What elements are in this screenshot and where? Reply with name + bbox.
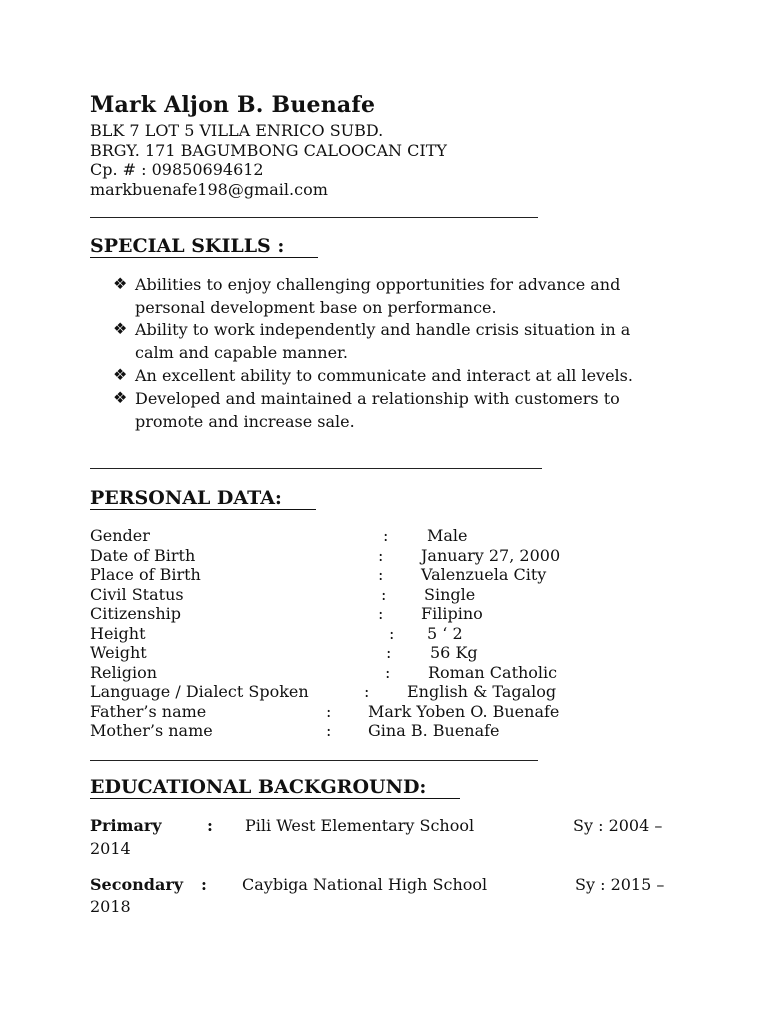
skill-item: Developed and maintained a relationship with customers to promote and increase sale.: [135, 389, 620, 431]
personal-value-father: Mark Yoben O. Buenafe: [368, 702, 560, 721]
personal-value-religion: Roman Catholic: [428, 663, 558, 682]
personal-row-religion: Religion: [90, 663, 158, 682]
skill-item: Abilities to enjoy challenging opportunities for advance and personal development base on performance.: [135, 275, 621, 317]
address-line-1: BLK 7 LOT 5 VILLA ENRICO SUBD.: [90, 121, 384, 140]
personal-row-mother: Mother’s name: [90, 721, 213, 740]
skills-heading: SPECIAL SKILLS :: [90, 235, 318, 258]
divider: [90, 217, 538, 218]
skill-item: An excellent ability to communicate and interact at all levels.: [135, 366, 633, 385]
phone-number: Cp. # : 09850694612: [90, 160, 264, 179]
personal-value-citizenship: Filipino: [421, 604, 483, 623]
edu-school-secondary: Caybiga National High School: [242, 875, 488, 894]
diamond-bullet-icon: ❖: [113, 388, 128, 407]
applicant-name: Mark Aljon B. Buenafe: [90, 92, 376, 118]
personal-row-father: Father’s name: [90, 702, 207, 721]
personal-data-heading: PERSONAL DATA:: [90, 487, 316, 510]
edu-level-secondary: Secondary: [90, 875, 184, 894]
personal-value-civil-status: Single: [424, 585, 476, 604]
personal-row-pob: Place of Birth: [90, 565, 201, 584]
diamond-bullet-icon: ❖: [113, 365, 128, 384]
divider: [90, 468, 542, 469]
personal-value-gender: Male: [427, 526, 468, 545]
personal-value-dob: January 27, 2000: [421, 546, 561, 565]
personal-row-weight: Weight: [90, 643, 147, 662]
edu-sy-secondary: Sy : 2015 –: [575, 875, 665, 894]
email-address: markbuenafe198@gmail.com: [90, 180, 328, 199]
edu-sy-primary: Sy : 2004 –: [573, 816, 663, 835]
skill-item: Ability to work independently and handle crisis situation in a calm and capable manner.: [135, 320, 631, 362]
personal-row-height: Height: [90, 624, 146, 643]
personal-value-pob: Valenzuela City: [421, 565, 547, 584]
personal-value-weight: 56 Kg: [430, 643, 478, 662]
edu-school-primary: Pili West Elementary School: [245, 816, 475, 835]
education-heading: EDUCATIONAL BACKGROUND:: [90, 776, 460, 799]
personal-value-mother: Gina B. Buenafe: [368, 721, 500, 740]
diamond-bullet-icon: ❖: [113, 319, 128, 338]
personal-row-dob: Date of Birth: [90, 546, 196, 565]
edu-end-primary: 2014: [90, 839, 131, 858]
personal-value-height: 5 ‘ 2: [427, 624, 463, 643]
diamond-bullet-icon: ❖: [113, 274, 128, 293]
divider: [90, 760, 538, 761]
edu-end-secondary: 2018: [90, 897, 131, 916]
address-line-2: BRGY. 171 BAGUMBONG CALOOCAN CITY: [90, 141, 447, 160]
personal-value-language: English & Tagalog: [407, 682, 557, 701]
personal-row-civil-status: Civil Status: [90, 585, 184, 604]
edu-level-primary: Primary: [90, 816, 162, 835]
personal-row-gender: Gender: [90, 526, 150, 545]
personal-row-language: Language / Dialect Spoken: [90, 682, 309, 701]
personal-row-citizenship: Citizenship: [90, 604, 181, 623]
